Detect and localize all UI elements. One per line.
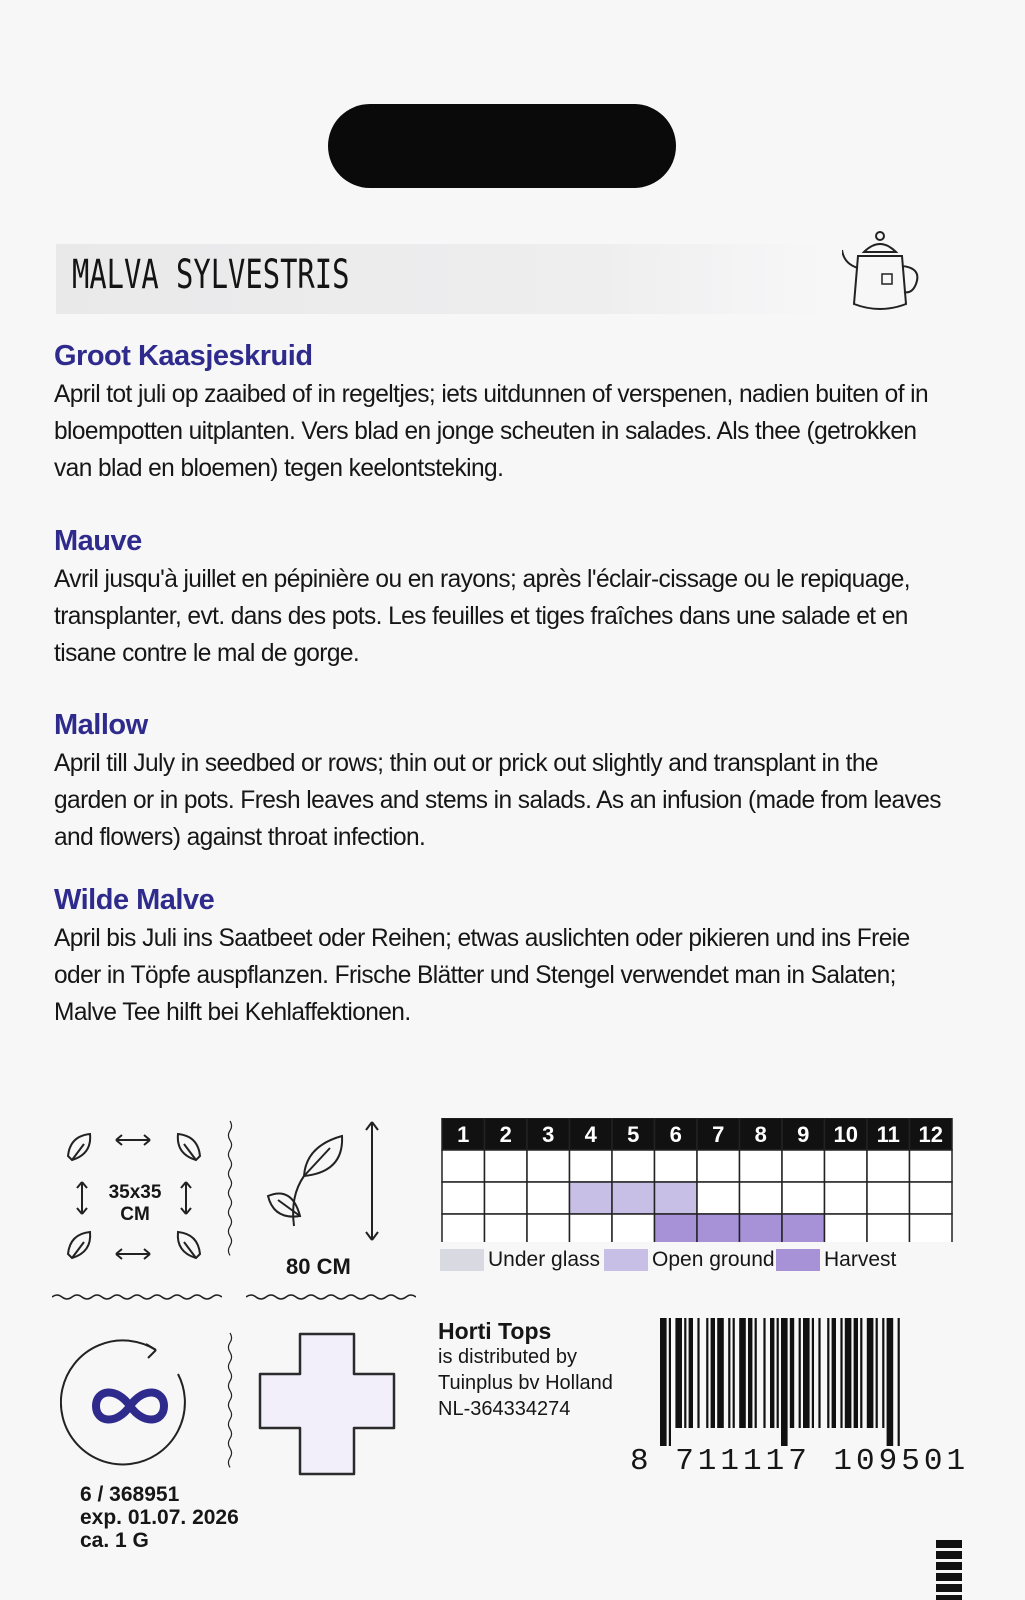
calendar-cell-harvest bbox=[910, 1214, 953, 1242]
barcode-bar bbox=[876, 1318, 878, 1428]
section-heading: Wilde Malve bbox=[54, 884, 215, 916]
calendar-cell-under-glass bbox=[485, 1150, 528, 1182]
calendar-cell-harvest bbox=[570, 1214, 613, 1242]
edge-mark bbox=[936, 1540, 962, 1600]
seed-weight: ca. 1 G bbox=[80, 1529, 149, 1552]
barcode-bar bbox=[717, 1318, 724, 1428]
barcode-number: 8 711117 109501 bbox=[630, 1444, 970, 1479]
barcode-bar bbox=[803, 1318, 810, 1428]
barcode-bar bbox=[777, 1318, 779, 1428]
legend-swatch bbox=[604, 1249, 648, 1271]
calendar-cell-harvest bbox=[867, 1214, 910, 1242]
product-title: MALVA SYLVESTRIS bbox=[72, 252, 350, 298]
barcode-bar bbox=[898, 1318, 900, 1446]
barcode-bar bbox=[867, 1318, 874, 1428]
barcode-bar bbox=[711, 1318, 715, 1428]
barcode-bar bbox=[748, 1318, 752, 1428]
section-heading: Mauve bbox=[54, 525, 142, 557]
barcode-bar bbox=[882, 1318, 884, 1428]
section-text: April tot juli op zaaibed of in regeltjes; iets uitdunnen of verspenen, nadien buiten of in bloempotten uitplanten. Vers blad en jonge scheuten in salades. Als thee (getrokken van blad en bloemen) tegen keelontsteking. bbox=[54, 380, 929, 482]
legend-label: Harvest bbox=[824, 1248, 897, 1271]
barcode-bar bbox=[832, 1318, 836, 1428]
lot-code: 6 / 368951 bbox=[80, 1483, 180, 1506]
legend-harvest bbox=[776, 1248, 896, 1272]
calendar-cell-open-ground bbox=[867, 1182, 910, 1214]
divider-vertical bbox=[226, 1104, 234, 1274]
calendar-cell-harvest bbox=[825, 1214, 868, 1242]
divider-vertical bbox=[226, 1316, 234, 1486]
distributor-line: is distributed by bbox=[438, 1346, 577, 1368]
section-english bbox=[54, 709, 974, 856]
calendar-cell-harvest bbox=[442, 1214, 485, 1242]
divider-horizontal bbox=[52, 1292, 222, 1302]
section-heading: Groot Kaasjeskruid bbox=[54, 340, 313, 372]
barcode-bar bbox=[845, 1318, 852, 1428]
barcode-bar bbox=[689, 1318, 693, 1428]
calendar-cell-open-ground bbox=[740, 1182, 783, 1214]
divider-horizontal bbox=[246, 1292, 416, 1302]
calendar-month-label: 4 bbox=[584, 1122, 597, 1147]
spacing-value: 35x35 bbox=[108, 1182, 162, 1203]
spacing-label bbox=[100, 1182, 170, 1226]
calendar-month-label: 8 bbox=[754, 1122, 767, 1147]
section-german bbox=[54, 884, 974, 1031]
barcode-bar bbox=[706, 1318, 708, 1428]
distributor-info bbox=[438, 1318, 613, 1422]
calendar-cell-open-ground bbox=[910, 1182, 953, 1214]
calendar-cell-under-glass bbox=[655, 1150, 698, 1182]
calendar-cell-open-ground bbox=[570, 1182, 613, 1214]
barcode-bar bbox=[854, 1318, 858, 1428]
calendar-month-label: 10 bbox=[833, 1122, 858, 1147]
calendar-month-label: 3 bbox=[542, 1122, 555, 1147]
brand-name: Horti Tops bbox=[438, 1318, 552, 1344]
calendar-cell-open-ground bbox=[782, 1182, 825, 1214]
expiry-date: exp. 01.07. 2026 bbox=[80, 1506, 239, 1529]
spacing-unit: CM bbox=[120, 1204, 150, 1225]
calendar-cell-open-ground bbox=[825, 1182, 868, 1214]
hang-hole bbox=[328, 104, 676, 188]
barcode-bar bbox=[799, 1318, 801, 1428]
distributor-number: NL-364334274 bbox=[438, 1398, 571, 1420]
barcode-bar bbox=[840, 1318, 842, 1428]
calendar-cell-harvest bbox=[655, 1214, 698, 1242]
barcode-bar bbox=[669, 1318, 671, 1446]
calendar-month-label: 11 bbox=[876, 1122, 900, 1147]
calendar-cell-open-ground bbox=[485, 1182, 528, 1214]
calendar-month-label: 6 bbox=[669, 1122, 682, 1147]
legend-swatch bbox=[440, 1249, 484, 1271]
barcode-bar bbox=[781, 1318, 788, 1446]
legend-under-glass bbox=[440, 1248, 600, 1272]
barcode-bars bbox=[660, 1318, 960, 1448]
barcode-bar bbox=[887, 1318, 894, 1446]
barcode-bar bbox=[684, 1318, 686, 1428]
legend-open-ground bbox=[604, 1248, 775, 1272]
calendar-cell-open-ground bbox=[697, 1182, 740, 1214]
calendar-month-label: 5 bbox=[627, 1122, 640, 1147]
legend-label: Under glass bbox=[488, 1248, 601, 1271]
calendar-cell-under-glass bbox=[910, 1150, 953, 1182]
calendar-cell-open-ground bbox=[655, 1182, 698, 1214]
plant-height-icon bbox=[264, 1116, 394, 1246]
calendar-cell-under-glass bbox=[570, 1150, 613, 1182]
calendar-cell-under-glass bbox=[867, 1150, 910, 1182]
calendar-cell-open-ground bbox=[442, 1182, 485, 1214]
section-dutch bbox=[54, 340, 974, 487]
barcode-bar bbox=[812, 1318, 814, 1428]
barcode-bar bbox=[728, 1318, 730, 1428]
calendar-cell-open-ground bbox=[527, 1182, 570, 1214]
calendar-cell-under-glass bbox=[782, 1150, 825, 1182]
barcode-bar bbox=[660, 1318, 667, 1446]
barcode-bar bbox=[790, 1318, 794, 1428]
section-text: April till July in seedbed or rows; thin out or prick out slightly and transplant in the garden or in pots. Fresh leaves and stems in salads. As an infusion (made from leaves and flowers) against throat infection. bbox=[54, 749, 941, 851]
calendar-cell-harvest bbox=[740, 1214, 783, 1242]
legend-swatch bbox=[776, 1249, 820, 1271]
barcode-bar bbox=[827, 1318, 829, 1428]
calendar-cell-under-glass bbox=[740, 1150, 783, 1182]
barcode-bar bbox=[739, 1318, 746, 1428]
lot-info bbox=[80, 1483, 239, 1552]
barcode-bar bbox=[763, 1318, 765, 1428]
barcode-bar bbox=[697, 1318, 699, 1428]
calendar-month-label: 12 bbox=[918, 1122, 943, 1147]
distributor-company: Tuinplus bv Holland bbox=[438, 1372, 613, 1394]
calendar-cell-harvest bbox=[612, 1214, 655, 1242]
calendar-month-label: 2 bbox=[499, 1122, 512, 1147]
barcode-bar bbox=[675, 1318, 682, 1428]
cross-icon bbox=[256, 1330, 400, 1480]
calendar-cell-under-glass bbox=[697, 1150, 740, 1182]
infinity-cycle-icon bbox=[60, 1336, 200, 1476]
calendar-cell-under-glass bbox=[527, 1150, 570, 1182]
calendar-month-label: 1 bbox=[457, 1122, 470, 1147]
calendar-cell-harvest bbox=[527, 1214, 570, 1242]
teapot-icon bbox=[842, 228, 926, 318]
barcode-bar bbox=[755, 1318, 757, 1428]
height-label: 80 CM bbox=[286, 1254, 351, 1279]
legend-label: Open ground bbox=[652, 1248, 775, 1271]
section-heading: Mallow bbox=[54, 709, 148, 741]
calendar-cell-under-glass bbox=[442, 1150, 485, 1182]
calendar-month-label: 7 bbox=[712, 1122, 725, 1147]
barcode-bar bbox=[860, 1318, 862, 1428]
section-text: Avril jusqu'à juillet en pépinière ou en rayons; après l'éclair-cissage ou le repiquage, transplanter, evt. dans des pots. Les feuilles et tiges fraîches dans une salade et en tisane contre le mal de gorge. bbox=[54, 565, 911, 667]
calendar-cell-open-ground bbox=[612, 1182, 655, 1214]
barcode-bar bbox=[733, 1318, 735, 1428]
calendar-cell-harvest bbox=[782, 1214, 825, 1242]
calendar-cell-harvest bbox=[485, 1214, 528, 1242]
calendar-cell-under-glass bbox=[612, 1150, 655, 1182]
barcode-bar bbox=[818, 1318, 820, 1428]
calendar-cell-harvest bbox=[697, 1214, 740, 1242]
sowing-calendar bbox=[440, 1118, 956, 1242]
calendar-month-label: 9 bbox=[797, 1122, 810, 1147]
calendar-cell-under-glass bbox=[825, 1150, 868, 1182]
section-french bbox=[54, 525, 974, 672]
barcode-bar bbox=[770, 1318, 774, 1428]
section-text: April bis Juli ins Saatbeet oder Reihen; etwas auslichten oder pikieren und ins Freie oder in Töpfe auspflanzen. Frische Blätter und Stengel verwendet man in Salaten; Malve Tee hilft bei Kehlaffektionen. bbox=[54, 924, 910, 1026]
